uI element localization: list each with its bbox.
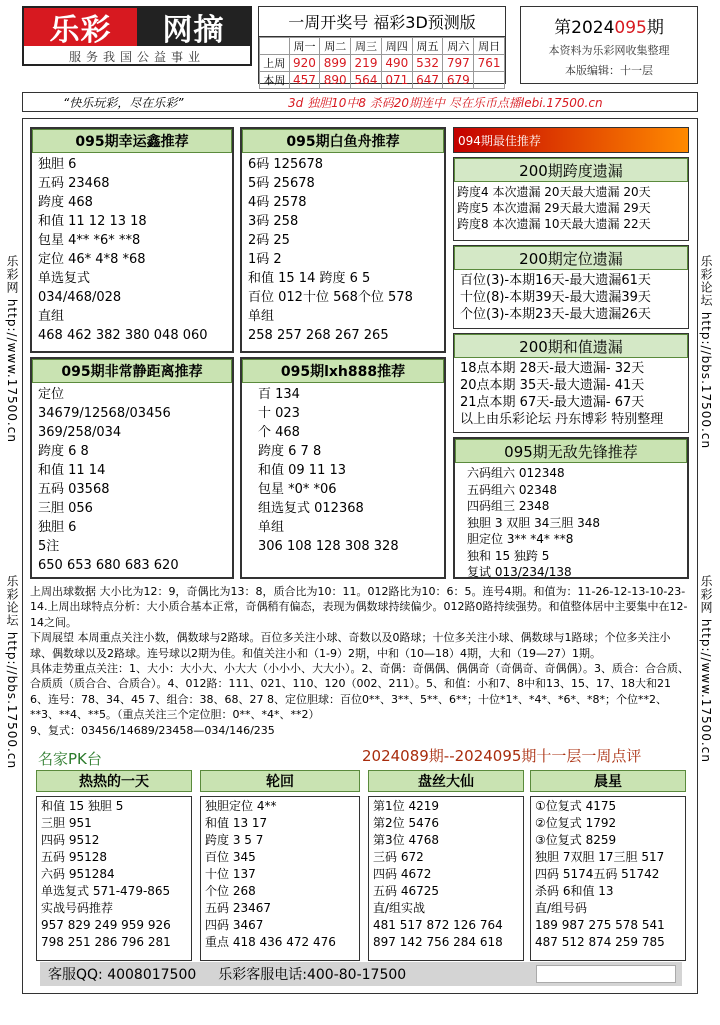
line-item: 和值 13 17 [205,816,268,830]
line-item: 以上由乐彩论坛 丹东博彩 特别整理 [460,412,664,427]
line-item: 跨度 3 5 7 [205,833,264,847]
line-item: 单组 [248,309,275,324]
issue-box: 第2024095期 本资料为乐彩网收集整理 本版编辑：十一层 [520,6,698,84]
line-item: 独胆 6 [38,520,77,535]
footer-blank [536,965,676,983]
box-wudi: 095期无敌先锋推荐 六码组六 012348 五码组六 02348 四码组三 2348 独胆 3 双胆 34三胆 348 胆定位 3** *4* **8 独和 15 独跨 5 复试 013/234/138 [453,437,689,579]
line-item: 独胆定位 4** [205,799,277,813]
line-item: 直/组实战 [373,901,426,915]
box-title: 095期lxh888推荐 [242,359,444,383]
line-item: 2码 25 [248,233,290,248]
line-item: 20点本期 35天-最大遗漏- 41天 [460,378,645,393]
line-item: 独胆 6 [38,157,77,172]
line-item: 897 142 756 284 618 [373,935,503,949]
line-item: 重点 418 436 472 476 [205,935,336,949]
line-item: 957 829 249 959 926 [41,918,171,932]
line-item: 650 653 680 683 620 [38,558,179,573]
line-item: 五码 46725 [373,884,439,898]
box-title: 095期幸运鑫推荐 [32,129,232,153]
logo-text-2: 网摘 [137,8,250,46]
line-item: 三胆 951 [41,816,92,830]
line-item: 胆定位 3** *4* **8 [467,532,574,546]
week-title: 一周开奖号 福彩3D预测版 [259,7,505,37]
line-item: 包星 *0* *06 [258,482,337,497]
line-item: 定位 46* 4*8 *68 [38,252,146,267]
line-item: 单选复式 571-479-865 [41,884,171,898]
line-item: 五码 23468 [38,176,110,191]
line-item: 杀码 6和值 13 [535,884,614,898]
line-item: 798 251 286 796 281 [41,935,171,949]
line-item: 跨度 468 [38,195,93,210]
side-right-2: 乐彩网 http://www.17500.cn [699,575,713,763]
line-item: 跨度 6 8 [38,444,89,459]
line-item: 独和 15 独跨 5 [467,548,550,563]
line-item: ③位复式 8259 [535,833,617,847]
best-banner: 094期最佳推荐 [453,127,689,153]
line-item: 和值 09 11 13 [258,463,347,478]
line-item: 跨度8 本次遗漏 10天最大遗漏 22天 [457,217,651,231]
pk-box-title: 盘丝大仙 [368,770,524,792]
line-item: 5码 25678 [248,176,315,191]
line-item: 独胆 3 双胆 34三胆 348 [467,515,601,530]
line-item: 三胆 056 [38,501,93,516]
line-item: 3码 258 [248,214,299,229]
line-item: 跨度5 本次遗漏 29天最大遗漏 29天 [457,201,651,215]
side-left-2: 乐彩论坛 http://bbs.17500.cn [5,575,19,770]
line-item: 五码 03568 [38,482,110,497]
line-item: 单组 [258,520,285,535]
line-item: 6码 125678 [248,157,324,172]
line-item: 306 108 128 308 328 [258,539,399,554]
pk-box-title: 热热的一天 [36,770,192,792]
line-item: 独胆 7双胆 17三胆 517 [535,850,665,864]
line-item: 十位 137 [205,867,256,881]
line-item: 四码 5174五码 51742 [535,867,660,881]
line-item: 1码 2 [248,252,282,267]
week-results [258,6,506,87]
pk-pansi [368,770,524,961]
line-item: 定位 [38,387,65,402]
line-item: 六码 951284 [41,867,115,881]
side-left-1: 乐彩网 http://www.17500.cn [5,255,19,443]
line-item: 百位 012十位 568个位 578 [248,290,413,305]
line-item: 21点本期 67天-最大遗漏- 67天 [460,395,645,410]
line-item: 五码 23467 [205,901,271,915]
tagline-promo: 3d 独胆10中8 杀码20期连中 尽在乐币点播lebi.17500.cn [288,95,603,110]
line-item: 跨度4 本次遗漏 20天最大遗漏 20天 [457,185,651,199]
line-item: 四码组三 2348 [467,499,550,513]
line-item: 十位(8)-本期39天-最大遗漏39天 [460,290,651,305]
line-item: 18点本期 28天-最大遗漏- 32天 [460,361,645,376]
line-item: 百位(3)-本期16天-最大遗漏61天 [460,273,651,288]
line-item: 实战号码推荐 [41,901,114,915]
line-item: 十 023 [258,406,300,421]
line-item: 直/组号码 [535,901,588,915]
line-item: 5注 [38,539,60,554]
box-xingyunxin [30,127,234,353]
line-item: 034/468/028 [38,290,122,305]
line-item: 四码 4672 [373,867,432,881]
line-item: 六码组六 012348 [467,466,565,480]
line-item: 直组 [38,309,65,324]
pk-box-title: 轮回 [200,770,360,792]
line-item: 单选复式 [38,271,91,286]
line-item: 468 462 382 380 048 060 [38,328,208,343]
box-kuadu: 200期跨度遗漏 跨度4 本次遗漏 20天最大遗漏 20天 跨度5 本次遗漏 29天最大遗漏 29天 跨度8 本次遗漏 10天最大遗漏 22天 [453,157,689,241]
logo [22,6,252,66]
line-item: 481 517 872 126 764 [373,918,503,932]
pk-box-title: 晨星 [530,770,686,792]
line-item: 个位(3)-本期23天-最大遗漏26天 [460,307,651,322]
box-baiyuzhou [240,127,446,353]
line-item: 百位 345 [205,850,256,864]
footer-tel: 乐彩客服电话:400-80-17500 [218,967,407,983]
analysis: 上周出球数据 大小比为12：9，奇偶比为13：8，质合比为10：11。012路比为10：6：5。连号4期。和值为：11-26-12-13-10-23-14.上周出球特点分析：大小质合基本正常，奇偶稍有偏态，表现为偶数球持续偏少。012路0路持续强势。和值整体居中主要集中在12-14之间。 下周展望 本周重点关注小数，偶数球与2路球。百位多关注小球、奇数以及0路球；十位多关注小球、偶数球与1路球；个位多关注小球、偶数球以及2路球。连号球以2期为佳。和值关注小和（1-9）2期，中和（10—18）4期，大和（19—27）1期。 具体走势重点关注：1、大小：大小大、小大大（小小小、大大小）。2、奇偶：奇偶偶、偶偶奇（奇偶奇、奇偶偶）。3、质合：合合质、合质质（质合合、合质合）。4、012路：111、021、110、120（002、211）。5、和值：小和7、8中和13、15、17、18大和21 6、连号：78、34、45 7、组合：38、68、27 8、定位胆球：百位0**、3**、5**、6**；十位*1*、*4*、*6*、*8*；个位**2、**3、**4、**5。（重点关注三个定位胆：0**、*4*、**2） 9、复式：03456/14689/23458—034/146/235 [30,585,689,737]
line-item: 跨度 6 7 8 [258,444,322,459]
line-item: 四码 9512 [41,833,100,847]
pk-lunhui [200,770,360,961]
line-item: 个 468 [258,425,300,440]
line-item: 五码组六 02348 [467,482,557,497]
box-hezhi: 200期和值遗漏 18点本期 28天-最大遗漏- 32天 20点本期 35天-最大遗漏- 41天 21点本期 67天-最大遗漏- 67天 以上由乐彩论坛 丹东博彩 特别整理 [453,333,689,433]
footer [40,962,682,986]
line-item: 369/258/034 [38,425,122,440]
box-dingwei: 200期定位遗漏 百位(3)-本期16天-最大遗漏61天 十位(8)-本期39天-最大遗漏39天 个位(3)-本期23天-最大遗漏26天 [453,245,689,329]
week-table: 周一 周二 周三 周四 周五 周六 周日 上周 920 899 219 490 532 797 761 本周 457 890 564 071 647 679 [259,37,505,89]
line-item: 第2位 5476 [373,816,439,830]
line-item: 和值 11 14 [38,463,106,478]
line-item: 258 257 268 267 265 [248,328,389,343]
logo-text-1: 乐彩 [24,8,137,46]
line-item: 复试 013/234/138 [467,565,572,579]
line-item: 组选复式 012368 [258,501,364,516]
box-title: 095期白鱼舟推荐 [242,129,444,153]
box-title: 095期非常静距离推荐 [32,359,232,383]
line-item: 和值 15 14 跨度 6 5 [248,271,371,286]
line-item: 个位 268 [205,884,256,898]
line-item: 五码 95128 [41,850,107,864]
line-item: 和值 15 独胆 5 [41,799,124,813]
line-item: 三码 672 [373,850,424,864]
line-item: 189 987 275 578 541 [535,918,665,932]
line-item: 4码 2578 [248,195,307,210]
issue-number: 095 [614,18,647,38]
pk-title: 名家PK台 [38,750,102,768]
box-lxh888 [240,357,446,579]
line-item: 34679/12568/03456 [38,406,171,421]
side-right-1: 乐彩论坛 http://bbs.17500.cn [699,255,713,450]
pk-chenxing [530,770,686,961]
line-item: 和值 11 12 13 18 [38,214,147,229]
box-jingjuli [30,357,234,579]
line-item: 487 512 874 259 785 [535,935,665,949]
line-item: 四码 3467 [205,918,264,932]
line-item: 第3位 4768 [373,833,439,847]
line-item: 第1位 4219 [373,799,439,813]
line-item: ①位复式 4175 [535,799,617,813]
line-item: 包星 4** *6* **8 [38,233,141,248]
tagline: “快乐玩彩，尽在乐彩” 3d 独胆10中8 杀码20期连中 尽在乐币点播lebi.17500.cn [22,92,698,112]
pk-rerede [36,770,192,961]
footer-qq: 客服QQ: 4008017500 [48,967,197,983]
slogan: 服务我国公益事业 [68,49,205,64]
line-item: ②位复式 1792 [535,816,617,830]
line-item: 百 134 [258,387,300,402]
review-title: 2024089期--2024095期十一层一周点评 [362,747,642,765]
